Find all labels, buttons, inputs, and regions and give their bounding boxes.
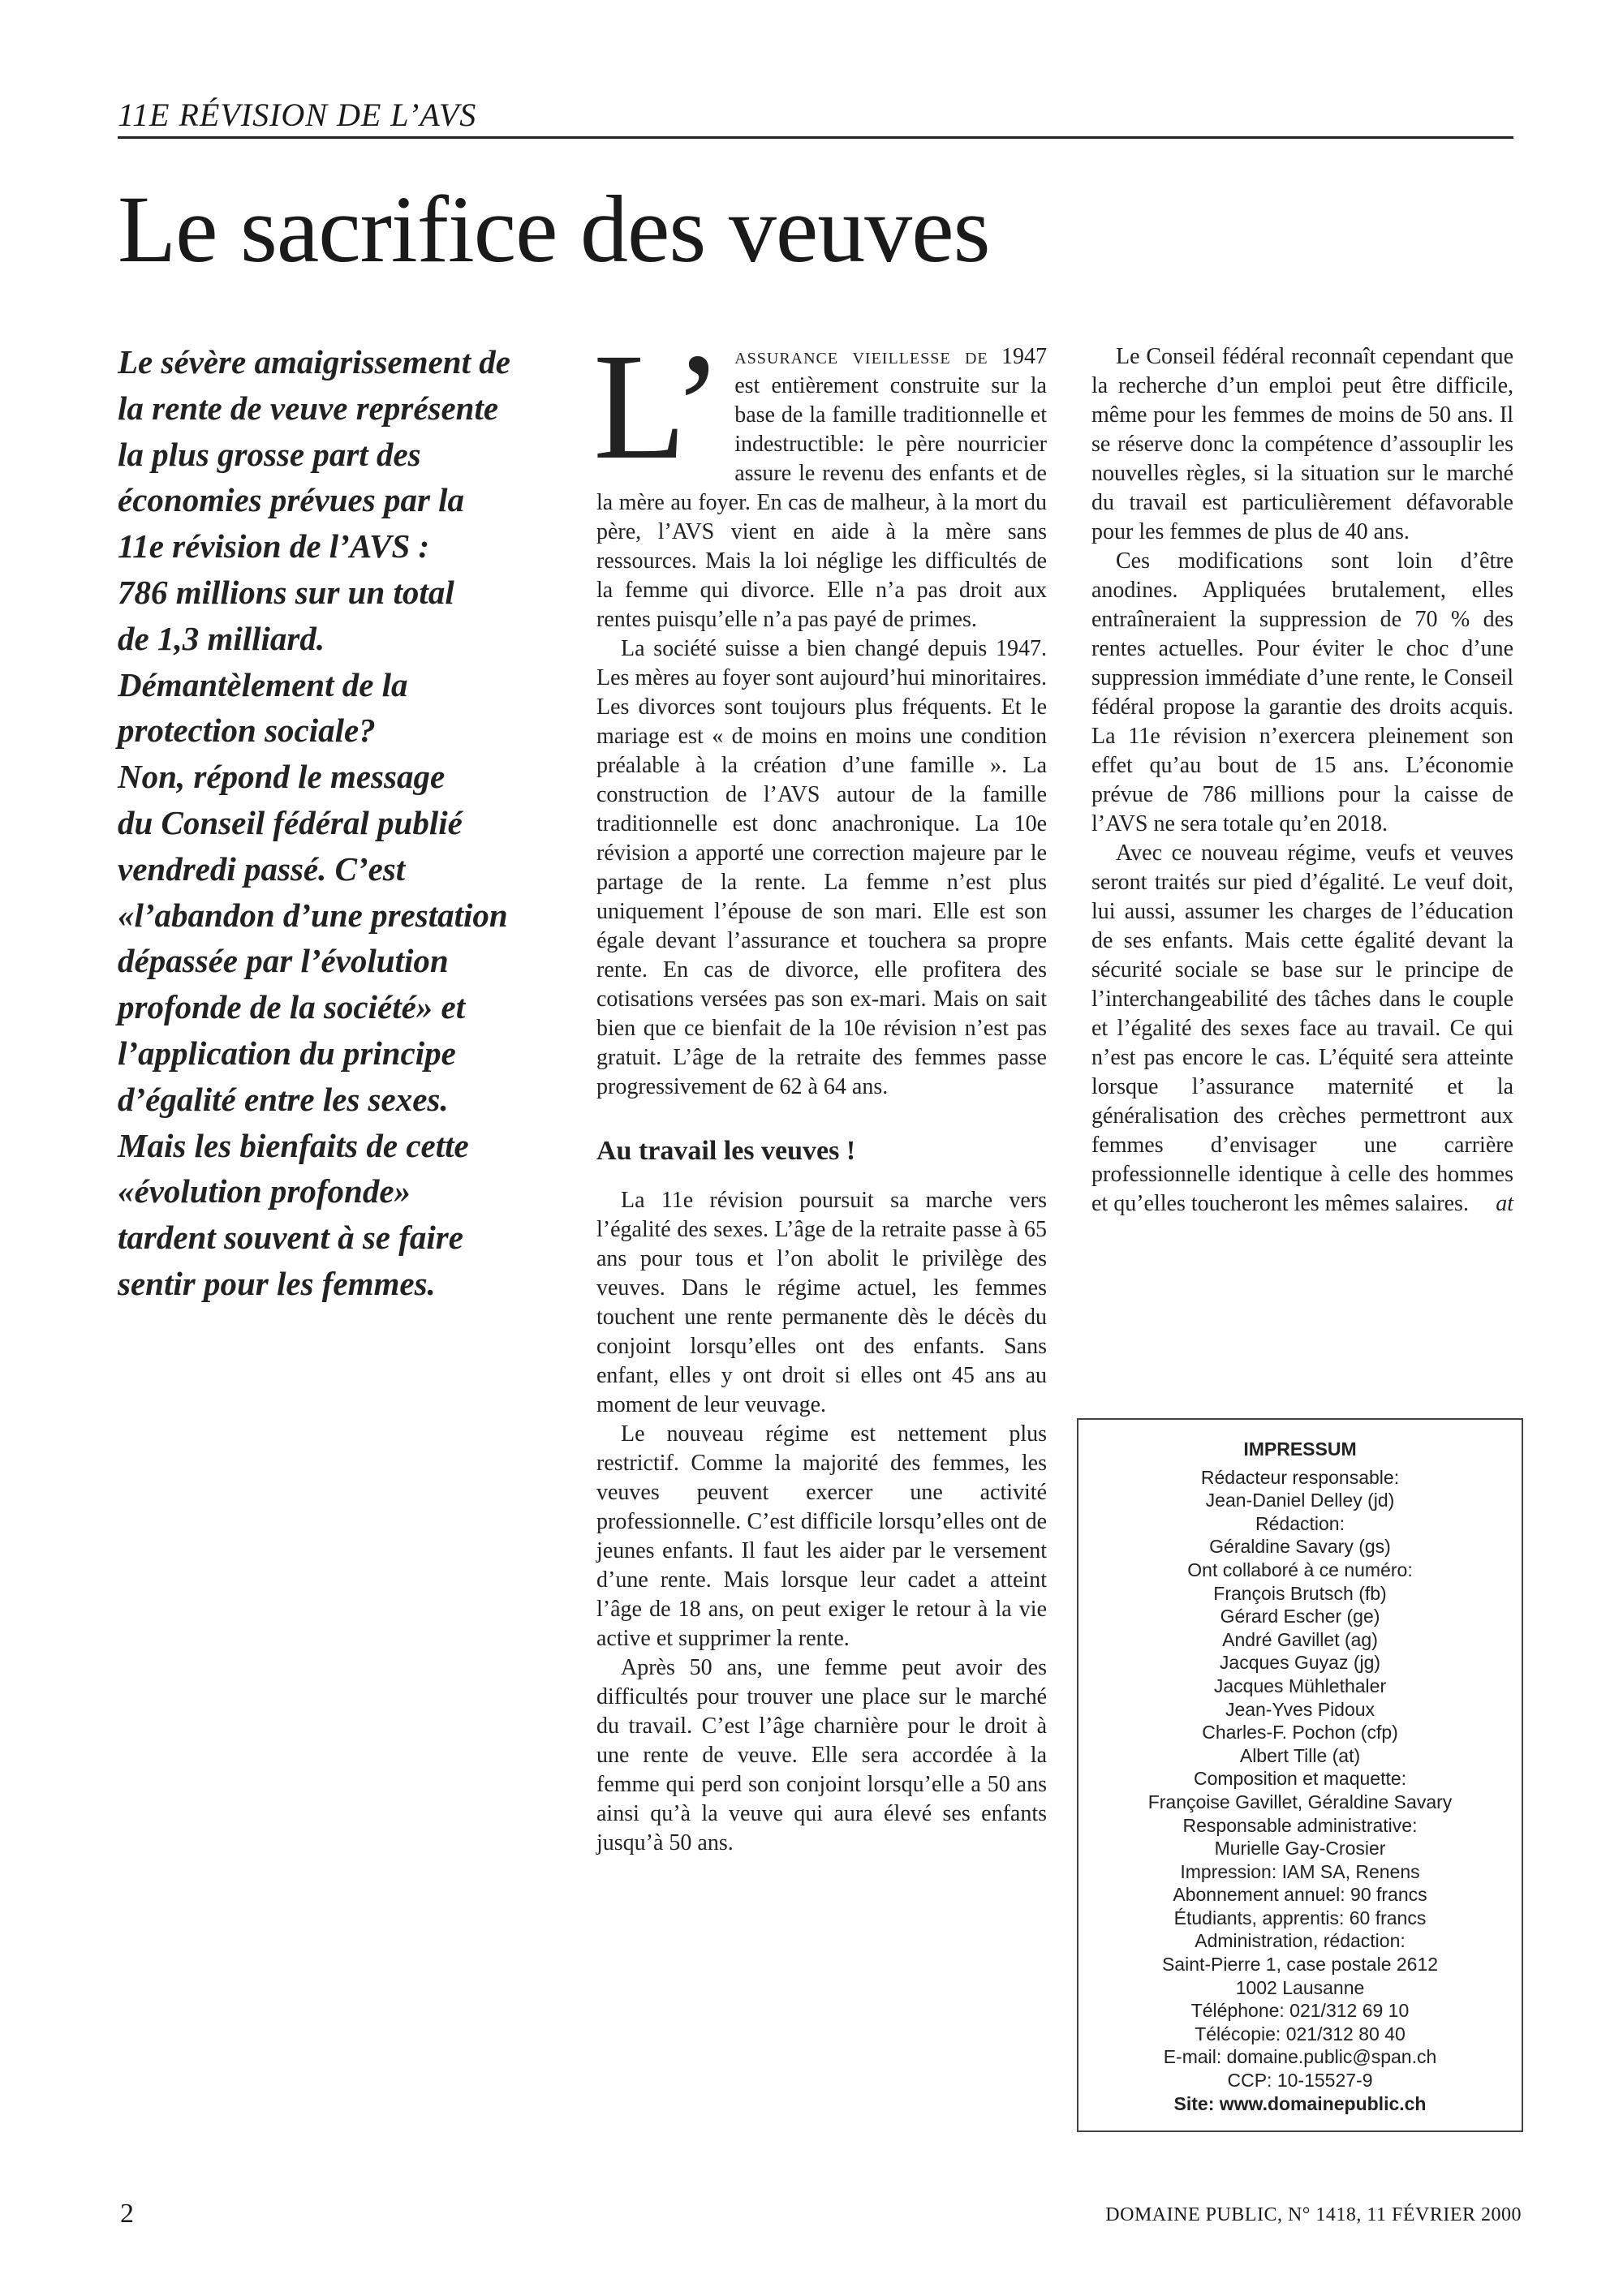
- impressum-line: François Brutsch (fb): [1213, 1582, 1387, 1604]
- lead-line: de 1,3 milliard.: [118, 619, 325, 657]
- lead-line: tardent souvent à se faire: [118, 1219, 463, 1257]
- article-paragraph: Le Conseil fédéral reconnaît cependant que la recherche d’un emploi peut être difficile, même pour les femmes de moins de 50 ans. Il se réserve donc la compétence d’assouplir les nouvelles règles, si la situation sur le marché du travail est particulièrement défavorable pour les femmes de plus de 40 ans.: [1091, 344, 1513, 544]
- impressum-line: Jacques Mühlethaler: [1213, 1675, 1387, 1696]
- article-paragraph: Après 50 ans, une femme peut avoir des difficultés pour trouver une place sur le marché du travail. C’est l’âge charnière pour le droit à une rente de veuve. Elle sera accordée à la femme qui perd son conjoint lorsqu’elle a 50 ans ainsi qu’à la veuve qui aura élevé ses enfants jusqu’à 50 ans.: [596, 1655, 1047, 1855]
- lead-line: «évolution profonde»: [118, 1172, 411, 1210]
- impressum-line: Murielle Gay-Crosier: [1214, 1838, 1386, 1860]
- article-paragraph: La 11e révision poursuit sa marche vers l’égalité des sexes. L’âge de la retraite passe à 65 ans pour tous et l’on abolit le privilège des veuves. Dans le régime actuel, les femmes touchent une rente permanente dès le décès du conjoint lorsqu’elles ont des enfants. Sans enfant, elles y ont droit si elles ont 45 ans au moment de leur veuvage.: [596, 1188, 1047, 1417]
- impressum-line: Albert Tille (at): [1239, 1744, 1361, 1766]
- impressum-line: Responsable administrative:: [1182, 1814, 1418, 1836]
- lead-line: économies prévues par la: [118, 481, 465, 519]
- lead-line: la plus grosse part des: [118, 435, 421, 473]
- impressum-line: Ont collaboré à ce numéro:: [1187, 1559, 1413, 1580]
- lead-line: «l’abandon d’une prestation: [118, 896, 508, 934]
- impressum-line: Jean-Daniel Delley (jd): [1205, 1490, 1395, 1511]
- lead-line: sentir pour les femmes.: [118, 1264, 436, 1302]
- article-subheading: Au travail les veuves !: [596, 1136, 856, 1166]
- lead-line: vendredi passé. C’est: [118, 849, 406, 888]
- impressum-line: Abonnement annuel: 90 francs: [1173, 1884, 1427, 1906]
- lead-line: du Conseil fédéral publié: [118, 803, 463, 841]
- lead-line: Le sévère amaigrissement de: [118, 343, 510, 381]
- paragraph-text: 1947 est entièrement construite sur la base de la famille traditionnelle et indestructible: le père nourricier assure le revenu des enfants et de la mère au foyer. En cas de malheur, à la mort du père, l’AVS vient en aide à la mère sans ressources. Mais la loi néglige les difficultés de la femme qui divorce. Elle n’a pas droit aux rentes puisqu’elle n’a pas payé de primes.: [596, 344, 1048, 632]
- lead-line: Démantèlement de la: [118, 665, 408, 703]
- impressum-line: Télécopie: 021/312 80 40: [1195, 2023, 1406, 2044]
- lead-line: dépassée par l’évolution: [118, 942, 449, 980]
- impressum-line: Administration, rédaction:: [1195, 1930, 1406, 1952]
- impressum-box: [1077, 1418, 1523, 2132]
- article-column-right: [1091, 342, 1513, 1219]
- impressum-line: Jacques Guyaz (jg): [1219, 1652, 1381, 1674]
- impressum-line: Françoise Gavillet, Géraldine Savary: [1147, 1791, 1453, 1812]
- impressum-line: Gérard Escher (ge): [1220, 1606, 1380, 1627]
- article-paragraph: Ces modifications sont loin d’être anodines. Appliquées brutalement, elles entraîneraient la suppression de 70 % des rentes actuelles. Pour éviter le choc d’une suppression immédiate d’une rente, le Conseil fédéral propose la garantie des droits acquis. La 11e révision n’exercera pleinement son effet qu’au bout de 15 ans. L’économie prévue de 786 millions pour la caisse de l’AVS ne sera totale qu’en 2018.: [1091, 548, 1513, 836]
- lead-line: 786 millions sur un total: [118, 573, 454, 611]
- lead-line: la rente de veuve représente: [118, 389, 499, 427]
- drop-cap: L’: [593, 321, 724, 491]
- header-rule: [118, 136, 1513, 139]
- impressum-line: Rédaction:: [1255, 1512, 1345, 1534]
- article-title: Le sacrifice des veuves: [118, 176, 990, 282]
- article-paragraph: La société suisse a bien changé depuis 1947. Les mères au foyer sont aujourd’hui minoritaires. Les divorces sont toujours plus fréquents. Et le mariage est « de moins en moins une condition préalable à la création d’une famille ». La construction de l’AVS autour de la famille traditionnelle est donc anachronique. La 10e révision a apporté une correction majeure par le partage de la rente. La femme n’est plus uniquement l’épouse de son mari. Elle est son égale devant l’assurance et touchera sa propre rente. En cas de divorce, elle profitera des cotisations versées pas son ex-mari. Mais on sait bien que ce bienfait de la 10e révision n’est pas gratuit. L’âge de la retraite des femmes passe progressivement de 62 à 64 ans.: [596, 636, 1047, 1099]
- author-signature: at: [1496, 1191, 1513, 1216]
- lead-line: protection sociale?: [118, 712, 376, 750]
- impressum-line: Composition et maquette:: [1193, 1768, 1407, 1790]
- impressum-website[interactable]: Site: www.domainepublic.ch: [1173, 2092, 1427, 2114]
- lead-line: l’application du principe: [118, 1034, 456, 1072]
- section-header: 11E RÉVISION DE L’AVS: [118, 97, 477, 133]
- footer-issue-info: DOMAINE PUBLIC, N° 1418, 11 FÉVRIER 2000: [1105, 2204, 1522, 2225]
- impressum-line: Jean-Yves Pidoux: [1225, 1698, 1375, 1720]
- impressum-email[interactable]: E-mail: domaine.public@span.ch: [1163, 2046, 1437, 2068]
- impressum-line: 1002 Lausanne: [1235, 1976, 1365, 1998]
- impressum-line: Téléphone: 021/312 69 10: [1190, 2000, 1410, 2022]
- article-paragraph: [1091, 839, 1513, 1219]
- article-paragraph: [593, 321, 1048, 634]
- opening-small-caps: assurance vieillesse de: [734, 344, 988, 369]
- lead-paragraph: [118, 339, 572, 1307]
- impressum-line: Étudiants, apprentis: 60 francs: [1173, 1907, 1427, 1928]
- impressum-line: Géraldine Savary (gs): [1209, 1536, 1391, 1558]
- lead-line: d’égalité entre les sexes.: [118, 1080, 449, 1118]
- impressum-line: Rédacteur responsable:: [1200, 1466, 1400, 1488]
- impressum-title: IMPRESSUM: [1243, 1438, 1357, 1460]
- article-column-middle: [593, 321, 1048, 1858]
- impressum-line: André Gavillet (ag): [1222, 1628, 1378, 1650]
- page-number: 2: [120, 2199, 134, 2229]
- lead-line: 11e révision de l’AVS :: [118, 527, 430, 565]
- paragraph-text: Avec ce nouveau régime, veufs et veuves seront traités sur pied d’égalité. Le veuf doit, lui aussi, assumer les charges de l’éducation de ses enfants. Mais cette égalité devant la sécurité sociale se base sur le principe de l’interchangeabilité des tâches dans le couple et l’égalité des sexes face au travail. Ce qui n’est pas encore le cas. L’équité sera atteinte lorsque l’assurance maternité et la généralisation des crèches permettront aux femmes d’envisager une carrière professionnelle identique à celle des hommes et qu’elles toucheront les mêmes salaires.: [1091, 841, 1513, 1216]
- lead-line: profonde de la société» et: [118, 988, 466, 1026]
- article-paragraph: Le nouveau régime est nettement plus restrictif. Comme la majorité des femmes, les veuves peuvent exercer une activité professionnelle. C’est difficile lorsqu’elles ont de jeunes enfants. Il faut les aider par le versement d’une rente. Mais lorsque leur cadet a atteint l’âge de 18 ans, on peut exiger le retour à la vie active et supprimer la rente.: [596, 1421, 1047, 1651]
- impressum-line: Impression: IAM SA, Renens: [1180, 1860, 1420, 1882]
- lead-line: Non, répond le message: [118, 758, 446, 796]
- impressum-line: CCP: 10-15527-9: [1227, 2070, 1373, 2092]
- impressum-line: Saint-Pierre 1, case postale 2612: [1161, 1954, 1439, 1976]
- lead-line: Mais les bienfaits de cette: [118, 1126, 469, 1164]
- impressum-line: Charles-F. Pochon (cfp): [1202, 1722, 1398, 1743]
